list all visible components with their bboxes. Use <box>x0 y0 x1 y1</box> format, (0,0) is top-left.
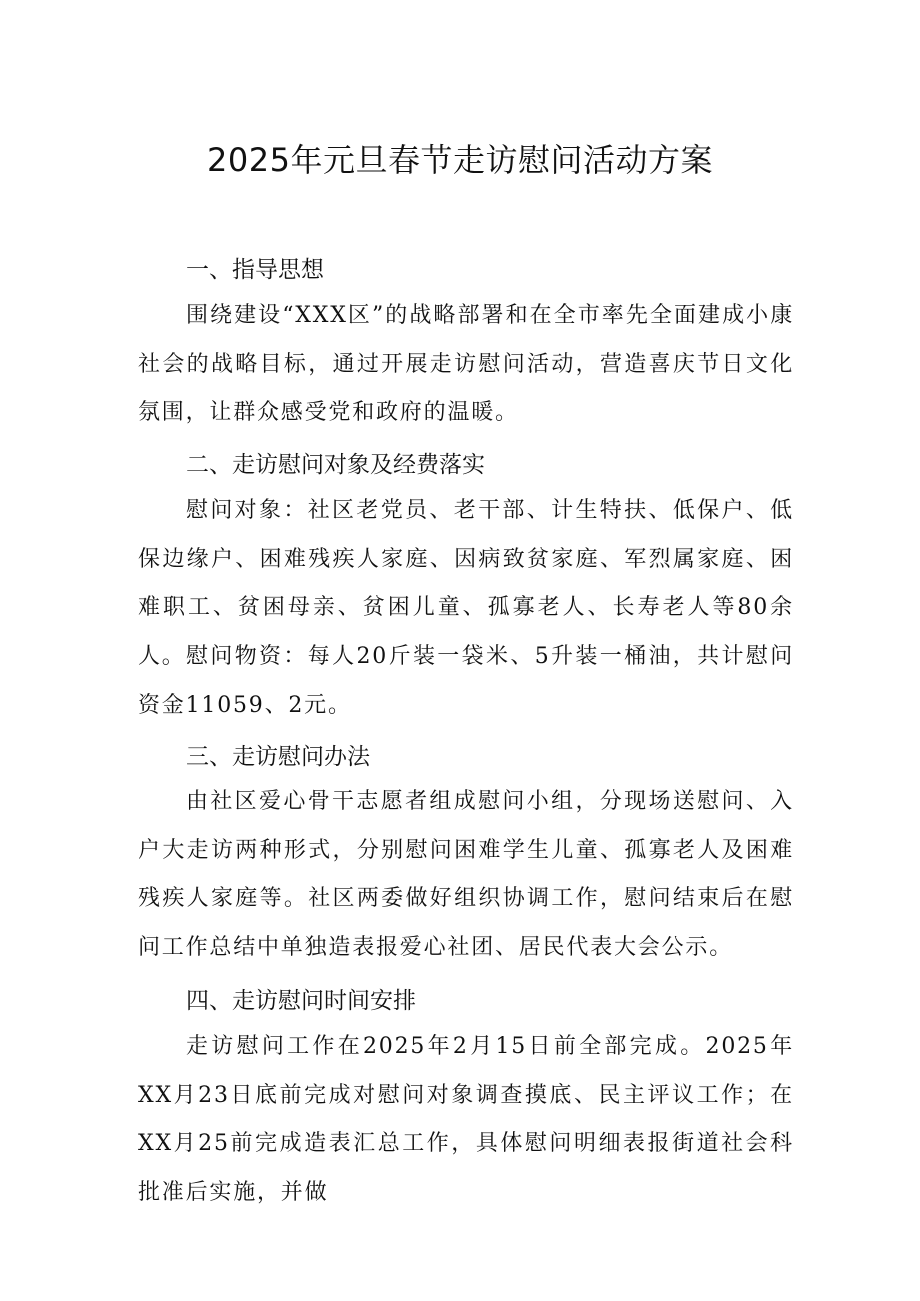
section-heading-visit-schedule: 四、走访慰问时间安排 <box>186 988 416 1014</box>
paragraph-visit-schedule: 走访慰问工作在2025年2月15日前全部完成。2025年XX月23日底前完成对慰问对象调查摸底、民主评议工作；在XX月25前完成造表汇总工作，具体慰问明细表报街道社会科批准后实施，并做 <box>138 1034 794 1205</box>
paragraph-guiding-ideology: 围绕建设“XXX区”的战略部署和在全市率先全面建成小康社会的战略目标，通过开展走访慰问活动，营造喜庆节日文化氛围，让群众感受党和政府的温暖。 <box>138 303 794 425</box>
paragraph-visit-method: 由社区爱心骨干志愿者组成慰问小组，分现场送慰问、入户大走访两种形式，分别慰问困难学生儿童、孤寡老人及困难残疾人家庭等。社区两委做好组织协调工作，慰问结束后在慰问工作总结中单独造表报爱心社团、居民代表大会公示。 <box>138 789 794 960</box>
section-heading-visit-targets-funding: 二、走访慰问对象及经费落实 <box>186 452 485 478</box>
document-title: 2025年元旦春节走访慰问活动方案 <box>207 141 713 179</box>
paragraph-visit-supplies: 慰问物资：每人20斤装一袋米、5升装一桶油，共计慰问资金11059、2元。 <box>138 644 794 718</box>
section-heading-guiding-ideology: 一、指导思想 <box>186 257 324 283</box>
paragraph-visit-targets: 慰问对象：社区老党员、老干部、计生特扶、低保户、低保边缘户、困难残疾人家庭、因病致贫家庭、军烈属家庭、困难职工、贫困母亲、贫困儿童、孤寡老人、长寿老人等80余人。 <box>138 498 794 669</box>
section-heading-visit-method: 三、走访慰问办法 <box>186 744 370 770</box>
